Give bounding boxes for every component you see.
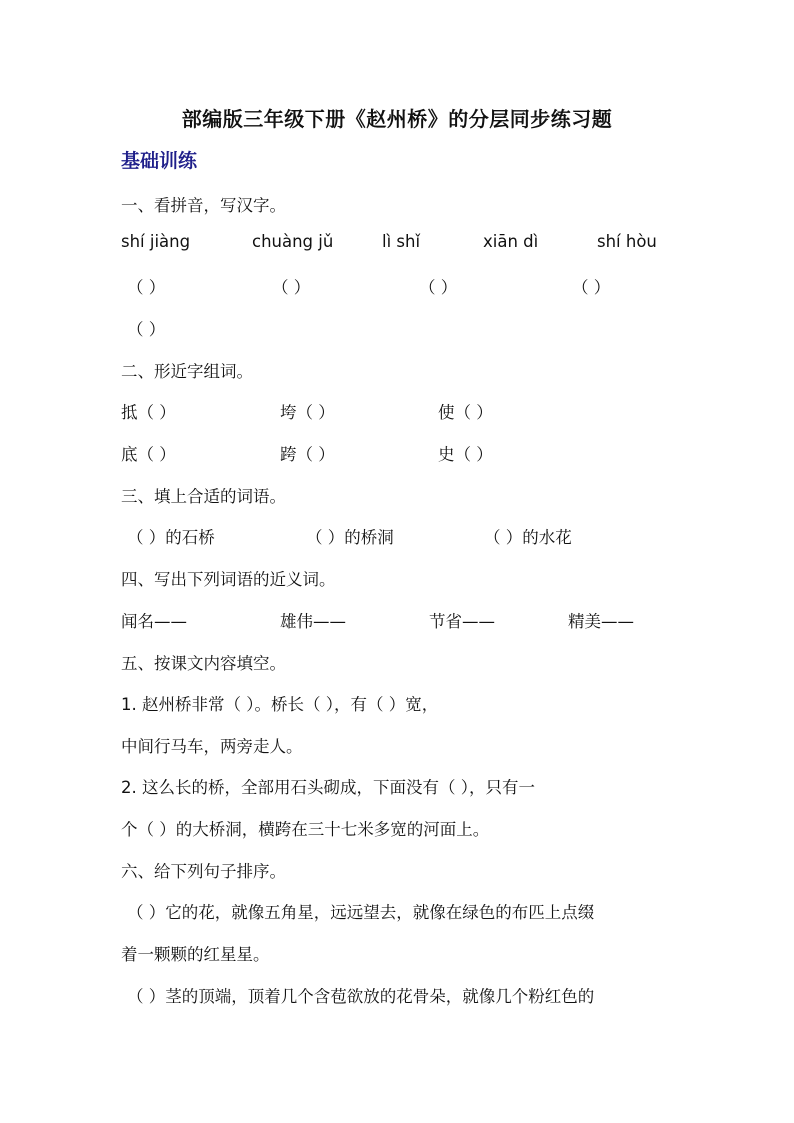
q4-heading: 四、写出下列词语的近义词。 <box>121 570 336 589</box>
q3-item-2[interactable]: （ ）的桥洞 <box>306 528 394 547</box>
q1-heading: 一、看拼音，写汉字。 <box>121 196 286 215</box>
q4-item-4[interactable]: 精美—— <box>568 612 634 631</box>
q6-line-2: 着一颗颗的红星星。 <box>121 945 270 964</box>
answer-blank-2[interactable]: （ ） <box>272 278 311 297</box>
answer-blank-3[interactable]: （ ） <box>419 278 458 297</box>
q2-item-2[interactable]: 垮（ ） <box>280 403 335 422</box>
pinyin-2: chuàng jǔ <box>252 232 334 251</box>
q2-item-1[interactable]: 抵（ ） <box>121 403 176 422</box>
answer-blank-5[interactable]: （ ） <box>127 320 166 339</box>
pinyin-5: shí hòu <box>597 232 657 251</box>
page-title: 部编版三年级下册《赵州桥》的分层同步练习题 <box>181 107 613 131</box>
q6-heading: 六、给下列句子排序。 <box>121 862 286 881</box>
q6-line-1[interactable]: （ ）它的花，就像五角星，远远望去，就像在绿色的布匹上点缀 <box>127 903 595 922</box>
q3-heading: 三、填上合适的词语。 <box>121 487 286 506</box>
q5-line-3[interactable]: 2. 这么长的桥，全部用石头砌成，下面没有（ ），只有一 <box>121 778 535 797</box>
q5-line-4[interactable]: 个（ ）的大桥洞，横跨在三十七米多宽的河面上。 <box>121 820 490 839</box>
answer-blank-1[interactable]: （ ） <box>127 278 166 297</box>
q2-item-5[interactable]: 跨（ ） <box>280 445 335 464</box>
q5-line-2: 中间行马车，两旁走人。 <box>121 737 303 756</box>
pinyin-4: xiān dì <box>483 232 539 251</box>
q2-item-4[interactable]: 底（ ） <box>121 445 176 464</box>
pinyin-3: lì shǐ <box>382 232 421 251</box>
q6-line-3[interactable]: （ ）茎的顶端，顶着几个含苞欲放的花骨朵，就像几个粉红色的 <box>127 987 595 1006</box>
answer-blank-4[interactable]: （ ） <box>572 278 611 297</box>
q4-item-1[interactable]: 闻名—— <box>121 612 187 631</box>
q5-line-1[interactable]: 1. 赵州桥非常（ ）。桥长（ ），有（ ）宽， <box>121 695 439 714</box>
q4-item-3[interactable]: 节省—— <box>429 612 495 631</box>
q4-item-2[interactable]: 雄伟—— <box>280 612 346 631</box>
q3-item-3[interactable]: （ ）的水花 <box>484 528 572 547</box>
q3-item-1[interactable]: （ ）的石桥 <box>127 528 215 547</box>
pinyin-1: shí jiàng <box>121 232 191 251</box>
section-heading-basic: 基础训练 <box>121 150 198 172</box>
q2-heading: 二、形近字组词。 <box>121 362 253 381</box>
q2-item-6[interactable]: 史（ ） <box>438 445 493 464</box>
q5-heading: 五、按课文内容填空。 <box>121 654 286 673</box>
q2-item-3[interactable]: 使（ ） <box>438 403 493 422</box>
